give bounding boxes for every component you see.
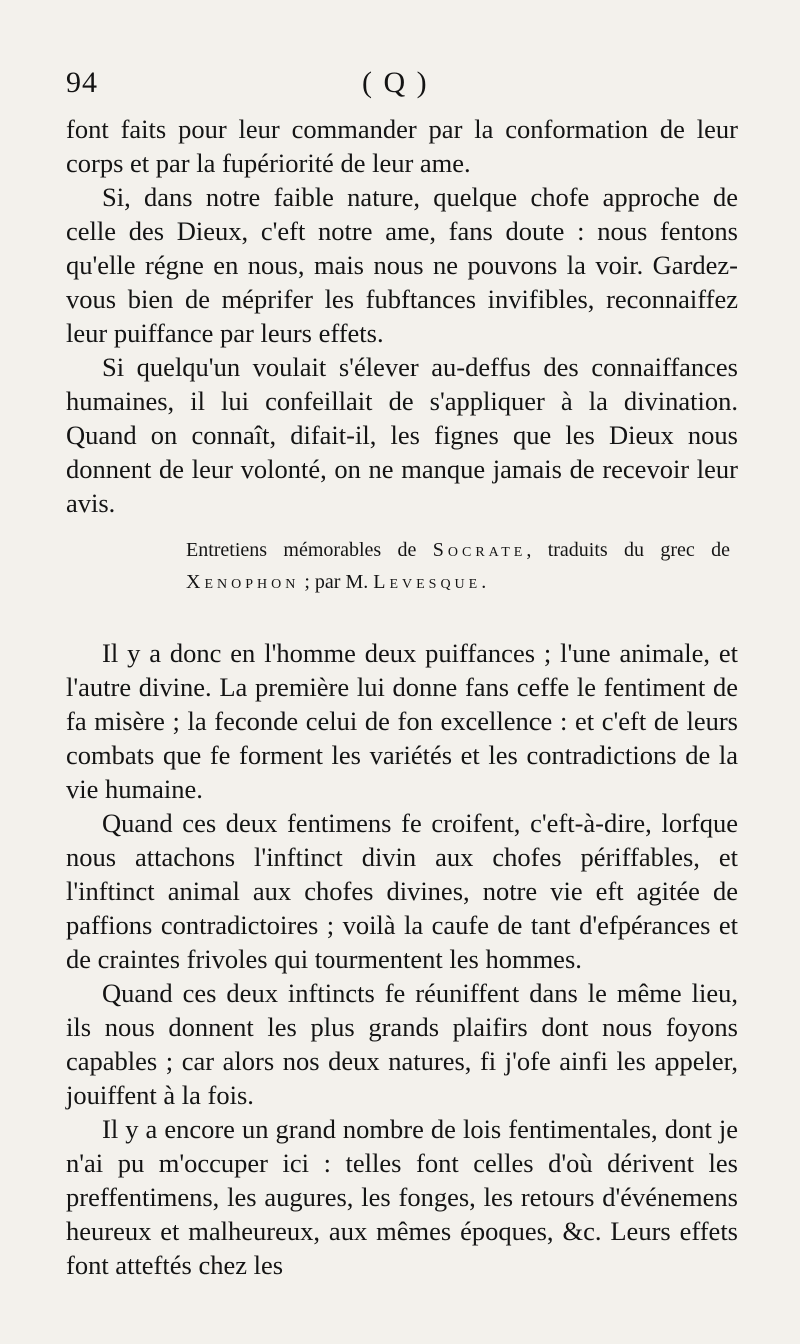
citation-separator: ; par M. (304, 571, 369, 593)
page-body (66, 112, 738, 1282)
page-header (66, 66, 734, 110)
citation-middle: , traduits du grec de (526, 539, 731, 561)
citation-source-author: Xenophon (186, 571, 300, 593)
paragraph: Il y a encore un grand nombre de lois fentimentales, dont je n'ai pu m'occuper ici : telles font celles d'où dérivent les preffentimens, les augures, les fonges, les retours d'événemens heureux et malheureux, aux mêmes époques, &c. Leurs effets font atteftés chez les (66, 1114, 738, 1280)
paragraph: Si quelqu'un voulait s'élever au-deffus des connaiffances humaines, il lui confeillait de s'appliquer à la divination. Quand on connaît, difait-il, les fignes que les Dieux nous donnent de leur volonté, on ne manque jamais de recevoir leur avis. (66, 352, 738, 518)
signature-mark: ( Q ) (362, 66, 429, 99)
paragraph-continued: font faits pour leur commander par la conformation de leur corps et par la fupériorité de leur ame. (66, 114, 738, 178)
paragraph: Quand ces deux inftincts fe réuniffent dans le même lieu, ils nous donnent les plus grands plaifirs dont nous foyons capables ; car alors nos deux natures, fi j'ofe ainfi les appeler, jouiffent à la fois. (66, 978, 738, 1110)
citation-translator: Levesque. (373, 571, 491, 593)
citation (66, 534, 738, 598)
citation-prefix: Entretiens mémorables de (186, 539, 417, 561)
paragraph: Quand ces deux fentimens fe croifent, c'eft-à-dire, lorfque nous attachons l'inftinct divin aux chofes périffables, et l'inftinct animal aux chofes divines, notre vie eft agitée de paffions contradictoires ; voilà la caufe de tant d'efpérances et de craintes frivoles qui tourmentent les hommes. (66, 808, 738, 974)
paragraph: Si, dans notre faible nature, quelque chofe approche de celle des Dieux, c'eft notre ame, fans doute : nous fentons qu'elle régne en nous, mais nous ne pouvons la voir. Gardez-vous bien de méprifer les fubftances invifibles, reconnaiffez leur puiffance par leurs effets. (66, 182, 738, 348)
citation-author: Socrate (432, 539, 527, 561)
page-number: 94 (66, 66, 98, 99)
paragraph: Il y a donc en l'homme deux puiffances ; l'une animale, et l'autre divine. La première lui donne fans ceffe le fentiment de fa misère ; la feconde celui de fon excellence : et c'eft de leurs combats que fe forment les variétés et les contradictions de la vie humaine. (66, 638, 738, 804)
